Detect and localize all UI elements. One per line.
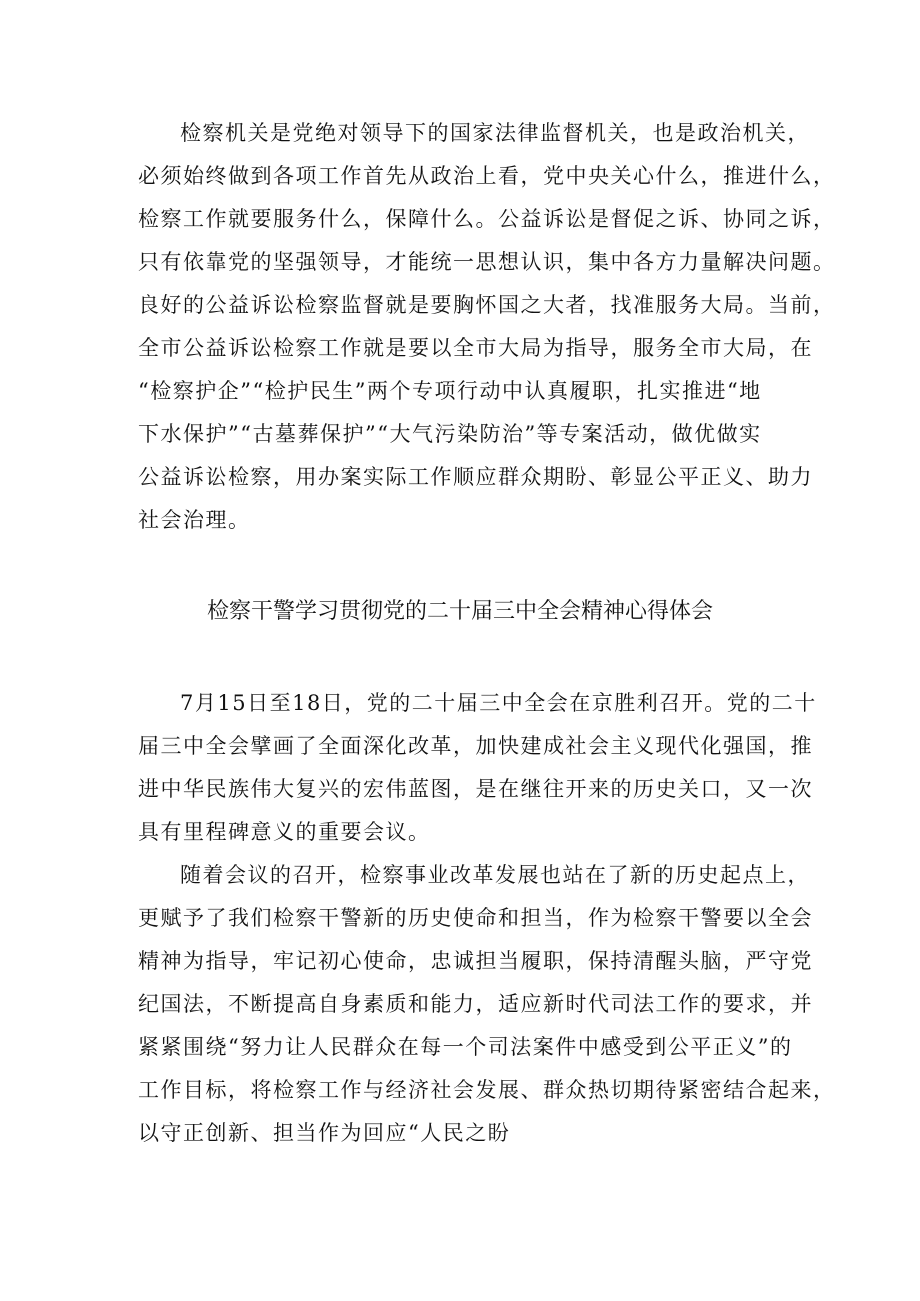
paragraph-line: 纪国法，不断提高自身素质和能力，适应新时代司法工作的要求，并 bbox=[138, 992, 813, 1016]
paragraph-line: 7月15日至18日，党的二十届三中全会在京胜利召开。党的二十 bbox=[180, 691, 817, 715]
paragraph-line: 必须始终做到各项工作首先从政治上看，党中央关心什么，推进什么， bbox=[138, 164, 836, 188]
paragraph-line: 随着会议的召开，检察事业改革发展也站在了新的历史起点上， bbox=[180, 863, 810, 887]
paragraph-line: 精神为指导，牢记初心使命，忠诚担当履职，保持清醒头脑，严守党 bbox=[138, 949, 813, 973]
paragraph-procuratorate-role bbox=[138, 112, 836, 542]
paragraph-line: 届三中全会擘画了全面深化改革，加快建成社会主义现代化强国，推 bbox=[138, 734, 813, 758]
paragraph-line: 紧紧围绕“努力让人民群众在每一个司法案件中感受到公平正义”的 bbox=[138, 1035, 793, 1059]
paragraph-line: 检察工作就要服务什么，保障什么。公益诉讼是督促之诉、协同之诉， bbox=[138, 207, 836, 231]
section-heading: 检察干警学习贯彻党的二十届三中全会精神心得体会 bbox=[206, 599, 713, 624]
paragraph-plenary-session bbox=[138, 682, 836, 1155]
paragraph-line: 全市公益诉讼检察工作就是要以全市大局为指导，服务全市大局，在 bbox=[138, 336, 813, 360]
paragraph-line: 具有里程碑意义的重要会议。 bbox=[138, 820, 431, 844]
paragraph-line: 检察机关是党绝对领导下的国家法律监督机关，也是政治机关， bbox=[180, 121, 810, 145]
paragraph-line: “检察护企”“检护民生”两个专项行动中认真履职，扎实推进“地 bbox=[138, 379, 762, 403]
paragraph-line: 更赋予了我们检察干警新的历史使命和担当，作为检察干警要以全会 bbox=[138, 906, 813, 930]
paragraph-line: 公益诉讼检察，用办案实际工作顺应群众期盼、彰显公平正义、助力 bbox=[138, 465, 813, 489]
paragraph-line: 只有依靠党的坚强领导，才能统一思想认识，集中各方力量解决问题。 bbox=[138, 250, 836, 274]
paragraph-line: 工作目标，将检察工作与经济社会发展、群众热切期待紧密结合起来， bbox=[138, 1078, 836, 1102]
paragraph-line: 良好的公益诉讼检察监督就是要胸怀国之大者，找准服务大局。当前， bbox=[138, 293, 836, 317]
paragraph-line: 进中华民族伟大复兴的宏伟蓝图，是在继往开来的历史关口，又一次 bbox=[138, 777, 813, 801]
paragraph-line: 以守正创新、担当作为回应“人民之盼 bbox=[138, 1121, 511, 1145]
paragraph-line: 下水保护”“古墓葬保护”“大气污染防治”等专案活动，做优做实 bbox=[138, 422, 762, 446]
paragraph-line: 社会治理。 bbox=[138, 508, 251, 532]
